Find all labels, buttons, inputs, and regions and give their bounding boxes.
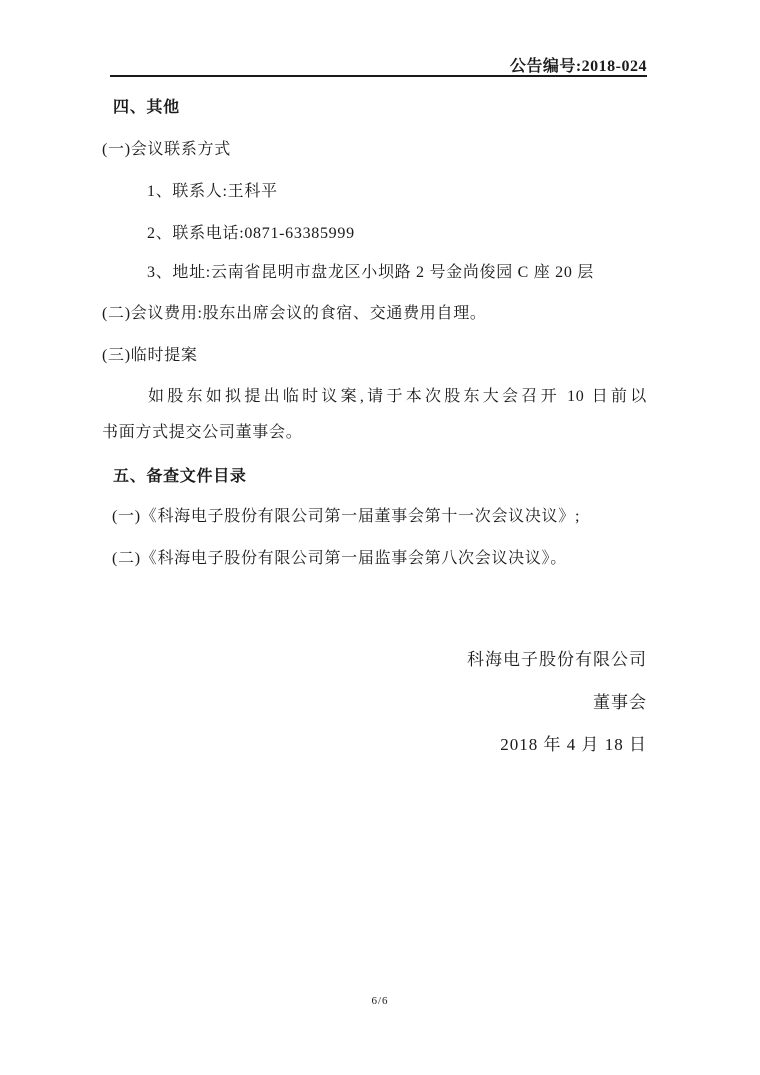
meeting-expenses-line: (二)会议费用:股东出席会议的食宿、交通费用自理。 [102, 305, 487, 322]
contact-phone-line: 2、联系电话:0871-63385999 [147, 225, 355, 242]
section-heading-documents: 五、备查文件目录 [113, 468, 247, 485]
proposal-paragraph-line2: 书面方式提交公司董事会。 [102, 424, 303, 441]
signature-company: 科海电子股份有限公司 [467, 650, 647, 669]
provisional-proposal-item: (三)临时提案 [102, 347, 198, 364]
signature-date: 2018 年 4 月 18 日 [500, 735, 647, 754]
header-rule [110, 75, 647, 77]
document-list-item-1: (一)《科海电子股份有限公司第一届董事会第十一次会议决议》; [112, 508, 581, 525]
section-heading-other: 四、其他 [113, 99, 180, 116]
contact-method-item: (一)会议联系方式 [102, 141, 231, 158]
contact-person-line: 1、联系人:王科平 [147, 183, 278, 200]
signature-board: 董事会 [593, 693, 647, 712]
document-list-item-2: (二)《科海电子股份有限公司第一届监事会第八次会议决议》。 [112, 550, 567, 567]
announcement-number: 公告编号:2018-024 [509, 58, 647, 75]
proposal-paragraph-line1: 如股东如拟提出临时议案,请于本次股东大会召开 10 日前以 [148, 388, 647, 405]
contact-address-line: 3、地址:云南省昆明市盘龙区小坝路 2 号金尚俊园 C 座 20 层 [147, 264, 594, 281]
page-number: 6/6 [371, 995, 389, 1007]
